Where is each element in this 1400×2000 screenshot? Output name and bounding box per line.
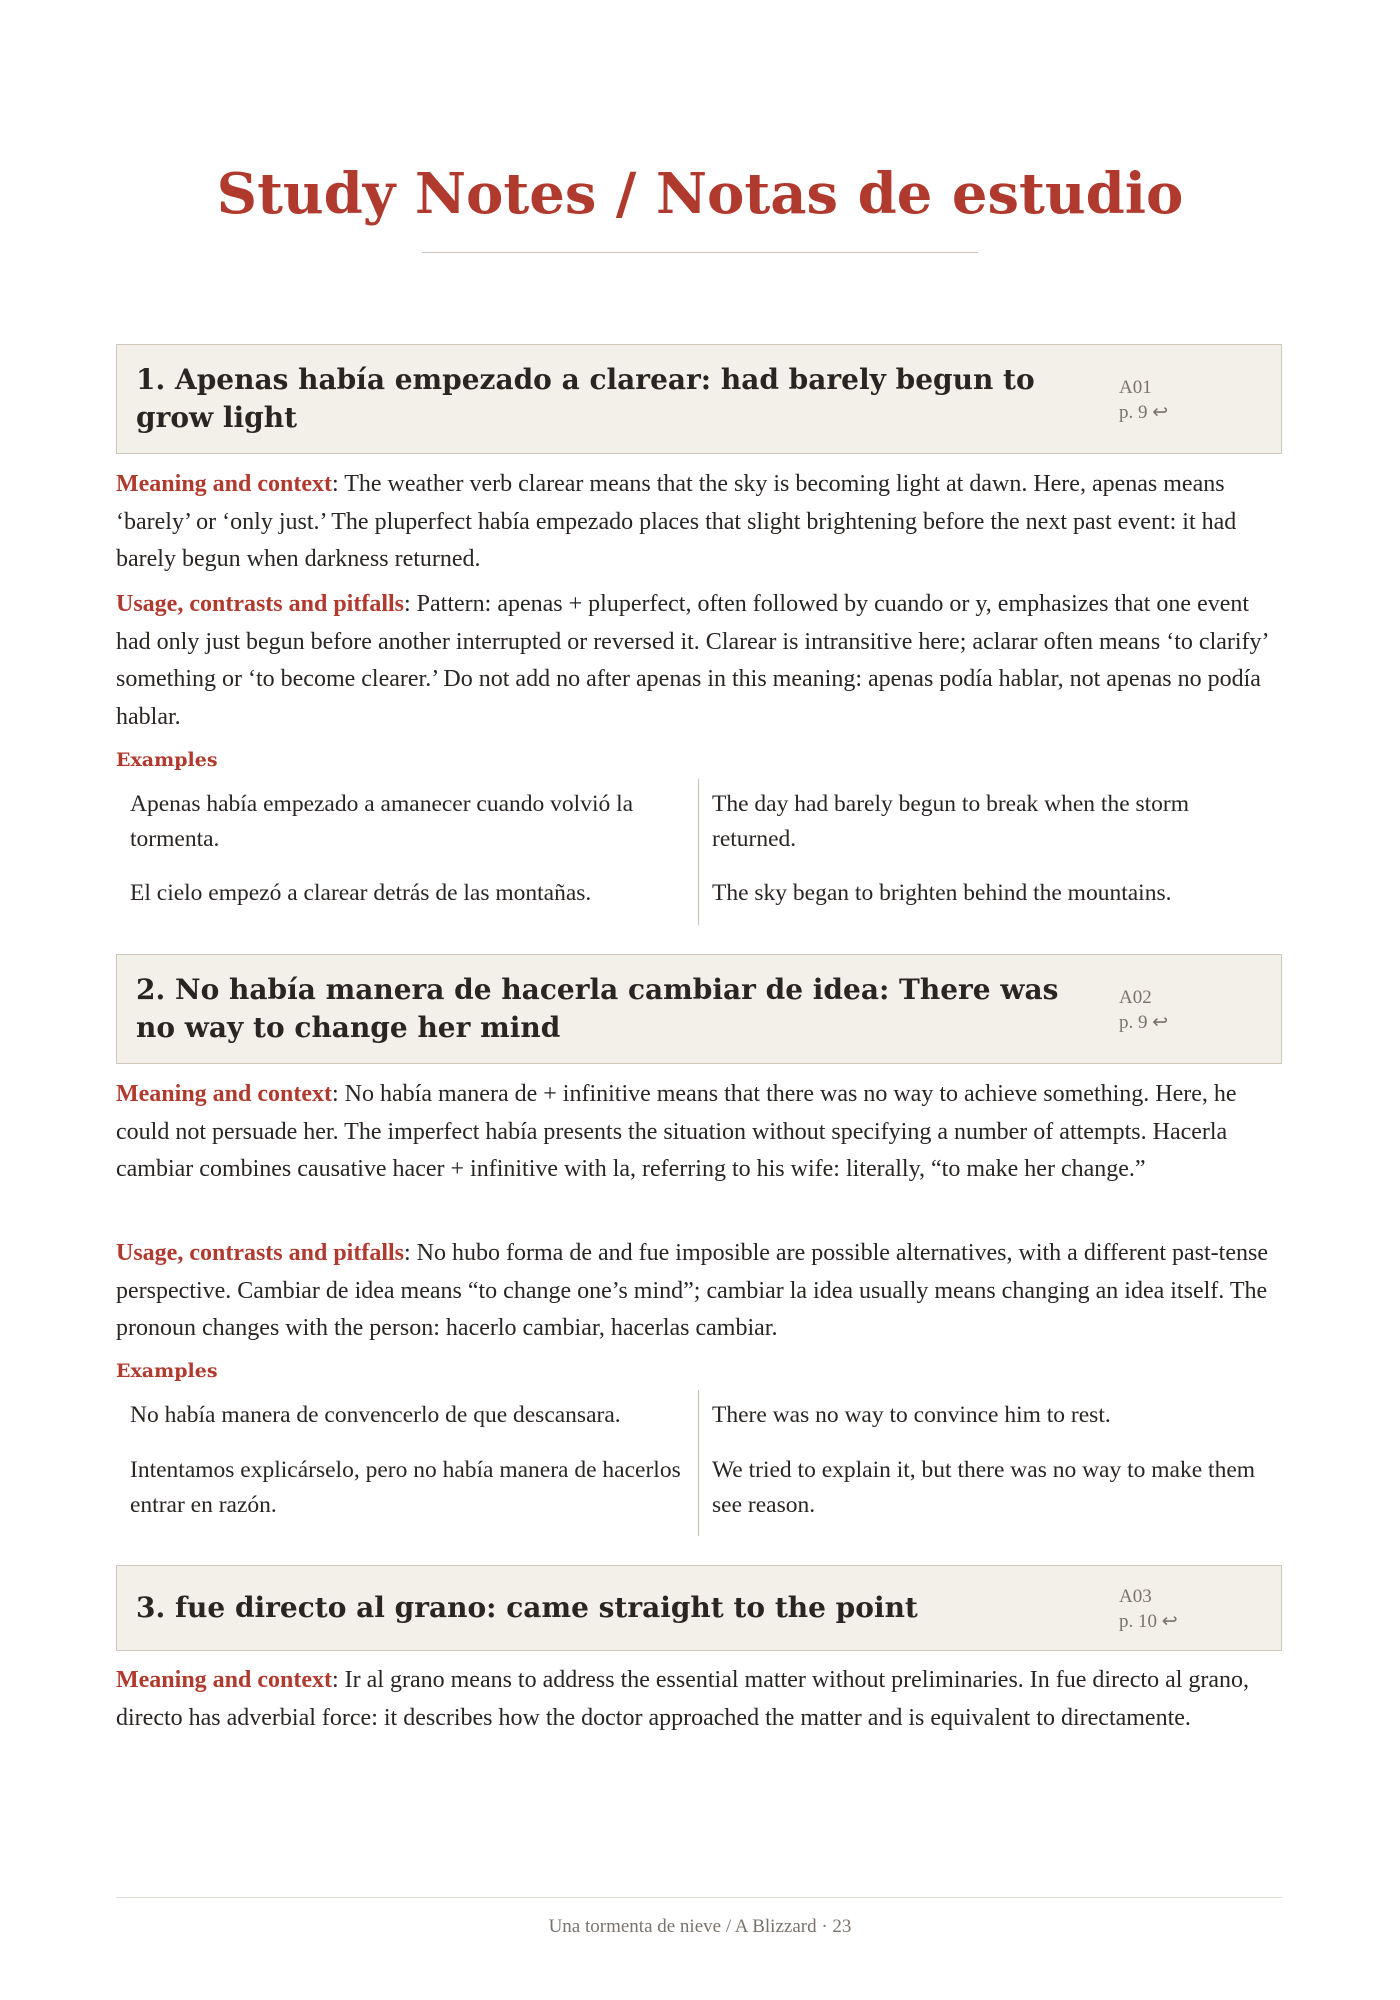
title-divider [422,252,978,253]
usage-paragraph [116,586,1284,736]
usage-label: Usage, contrasts and pitfalls [116,1240,405,1266]
note-heading: 3. fue directo al grano: came straight to the point [136,1591,918,1624]
note-heading: 1. Apenas había empezado a clarear: had barely begun to grow light [136,363,1035,434]
example-spanish: El cielo empezó a clarear detrás de las montañas. [130,880,592,906]
meaning-paragraph [116,466,1284,579]
note-header-1 [116,344,1282,454]
usage-label: Usage, contrasts and pitfalls [116,591,405,617]
meaning-label: Meaning and context [116,471,332,497]
note-reference [1119,375,1168,425]
example-spanish: Apenas había empezado a amanecer cuando volvió la tormenta. [130,791,634,852]
examples-table [116,1390,1284,1536]
page-title: Study Notes / Notas de estudio [216,161,1184,227]
meaning-label: Meaning and context [116,1667,332,1693]
note-ref-id: A01 [1119,377,1152,398]
note-ref-page-link[interactable]: p. 9 ↩ [1119,1012,1169,1033]
example-english: The sky began to brighten behind the mountains. [712,880,1172,906]
note-ref-id: A02 [1119,987,1152,1008]
example-spanish: No había manera de convencerlo de que descansara. [130,1402,621,1428]
usage-text: : Pattern: apenas + pluperfect, often followed by cuando or y, emphasizes that one event had only just begun before another interrupted or reversed it. Clarear is intransitive here; aclarar often means ‘to clarify’ something or ‘to become clearer.’ Do not add no after apenas in this meaning: apenas podía hablar, not apenas no podía hablar. [116,591,1268,730]
page-footer: Una tormenta de nieve / A Blizzard · 23 [548,1916,852,1937]
example-english: The day had barely begun to break when the storm returned. [712,791,1190,852]
note-heading: 2. No había manera de hacerla cambiar de idea: There was no way to change her mind [136,973,1059,1044]
meaning-text: : No había manera de + infinitive means that there was no way to achieve something. Here, he could not persuade her. The imperfect había presents the situation without specifying a number of attempts. Hacerla cambiar combines causative hacer + infinitive with la, referring to his wife: literally, “to make her change.” [116,1081,1237,1182]
note-header-3 [116,1565,1282,1651]
examples-table [116,779,1284,925]
examples-column-divider [698,1390,699,1536]
meaning-text: : The weather verb clarear means that the sky is becoming light at dawn. Here, apenas means ‘barely’ or ‘only just.’ The pluperfect había empezado places that slight brightening before the next past event: it had barely begun when darkness returned. [116,471,1237,572]
example-english: There was no way to convince him to rest. [712,1402,1111,1428]
examples-column-divider [698,779,699,925]
note-ref-page-link[interactable]: p. 9 ↩ [1119,402,1169,423]
examples-label: Examples [116,1360,218,1382]
note-ref-id: A03 [1119,1586,1152,1607]
meaning-text: : Ir al grano means to address the essential matter without preliminaries. In fue directo al grano, directo has adverbial force: it describes how the doctor approached the matter and is equivalent to directamente. [116,1667,1250,1731]
example-english: We tried to explain it, but there was no way to make them see reason. [712,1457,1256,1518]
note-reference [1119,985,1168,1035]
meaning-label: Meaning and context [116,1081,332,1107]
usage-text: : No hubo forma de and fue imposible are possible alternatives, with a different past-tense perspective. Cambiar de idea means “to change one’s mind”; cambiar la idea usually means changing an idea itself. The pronoun changes with the person: hacerlo cambiar, hacerlas cambiar. [116,1240,1268,1341]
example-spanish: Intentamos explicárselo, pero no había manera de hacerlos entrar en razón. [130,1457,681,1518]
footer-divider [116,1897,1282,1898]
examples-label: Examples [116,749,218,771]
note-ref-page-link[interactable]: p. 10 ↩ [1119,1611,1178,1632]
note-reference [1119,1584,1178,1634]
meaning-paragraph [116,1662,1284,1737]
note-header-2 [116,954,1282,1064]
usage-paragraph [116,1235,1284,1348]
meaning-paragraph [116,1076,1284,1189]
